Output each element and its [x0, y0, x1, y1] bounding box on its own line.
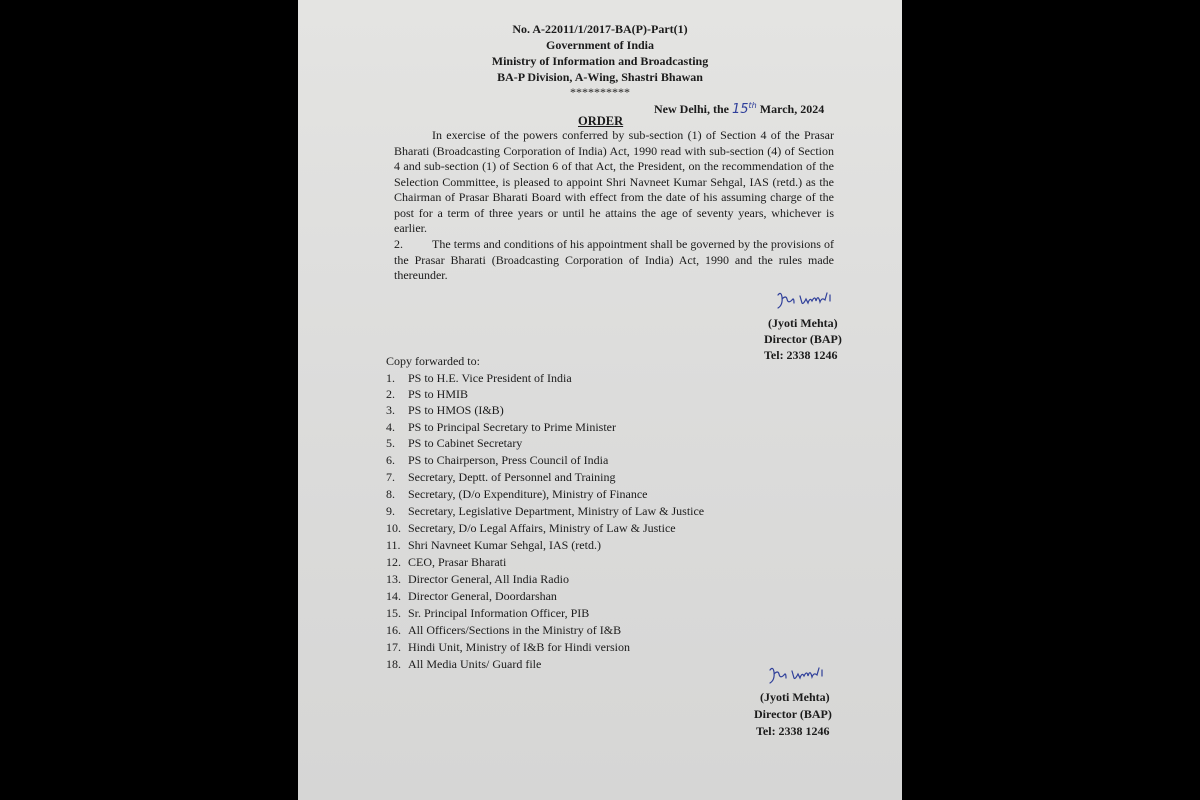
order-title: ORDER [578, 114, 624, 128]
copy-item-text: Secretary, Deptt. of Personnel and Training [408, 470, 616, 484]
copy-list-item [386, 640, 630, 655]
handwritten-signature-1 [772, 289, 852, 311]
signatory-name-1: (Jyoti Mehta) [768, 316, 838, 330]
copy-item-number: 6. [386, 453, 395, 467]
handwritten-date-day: 15 [732, 102, 749, 117]
paragraph-2-text: The terms and conditions of his appointment shall be governed by the provisions of the Prasar Bharati (Broadcasting Corporation of India) Act, 1990 and the rules made thereunder. [394, 237, 834, 282]
copy-item-number: 1. [386, 371, 395, 385]
copy-item-text: Sr. Principal Information Officer, PIB [408, 606, 590, 620]
copy-item-number: 9. [386, 504, 395, 518]
copy-list-item [386, 555, 506, 570]
copy-item-text: PS to H.E. Vice President of India [408, 371, 572, 385]
copy-item-text: PS to Principal Secretary to Prime Minister [408, 420, 616, 434]
stars-separator: ********** [570, 85, 630, 99]
copy-list-item [386, 657, 541, 672]
copy-list-item [386, 371, 572, 386]
date-prefix: New Delhi, the [654, 102, 729, 116]
ministry-line: Ministry of Information and Broadcasting [491, 54, 709, 68]
signatory-name-2: (Jyoti Mehta) [760, 690, 830, 704]
copy-list-item [386, 470, 616, 485]
copy-list-item [386, 538, 601, 553]
copy-item-number: 10. [386, 521, 401, 535]
copy-item-text: PS to Cabinet Secretary [408, 436, 523, 450]
copy-item-number: 11. [386, 538, 401, 552]
document-page [298, 0, 902, 800]
division-line: BA-P Division, A-Wing, Shastri Bhawan [497, 70, 703, 84]
copy-item-text: All Media Units/ Guard file [408, 657, 542, 671]
copy-list-item [386, 589, 557, 604]
date-line [654, 101, 824, 117]
copy-list-item [386, 387, 468, 402]
copy-item-number: 18. [386, 657, 401, 671]
copy-item-number: 3. [386, 403, 395, 417]
handwritten-date-suffix: th [748, 101, 757, 110]
paragraph-1-text: In exercise of the powers conferred by sub-section (1) of Section 4 of the Prasar Bharati (Broadcasting Corporation of India) Act, 1990 read with sub-section (4) of Section 4 and sub-section (1) of Section 6 of that Act, the President, on the recommendation of the Selection Committee, is pleased to appoint Shri Navneet Kumar Sehgal, IAS (retd.) as the Chairman of Prasar Bharati Board with effect from the date of his assuming charge of the post for a term of three years or until he attains the age of seventy years, whichever is earlier. [394, 128, 834, 235]
copy-list-item [386, 487, 647, 502]
copy-item-number: 4. [386, 420, 395, 434]
order-paragraph-2 [394, 237, 834, 284]
government-line: Government of India [546, 38, 654, 52]
copy-item-number: 17. [386, 640, 401, 654]
order-paragraph-1 [394, 128, 834, 237]
copy-item-text: Director General, Doordarshan [408, 589, 557, 603]
copy-list-item [386, 504, 704, 519]
copy-list-item [386, 420, 616, 435]
copy-item-text: CEO, Prasar Bharati [408, 555, 507, 569]
paragraph-2-number: 2. [394, 237, 403, 251]
copy-item-text: All Officers/Sections in the Ministry of I&B [408, 623, 622, 637]
copy-item-text: PS to HMIB [408, 387, 469, 401]
copy-list-item [386, 572, 569, 587]
copy-list-item [386, 403, 504, 418]
handwritten-signature-2 [764, 664, 844, 686]
right-black-border [902, 0, 1200, 800]
copy-item-number: 7. [386, 470, 395, 484]
file-number: No. A-22011/1/2017-BA(P)-Part(1) [512, 22, 688, 36]
copy-item-text: Secretary, (D/o Expenditure), Ministry of Finance [408, 487, 648, 501]
copy-item-number: 15. [386, 606, 401, 620]
signatory-designation-1: Director (BAP) [764, 332, 842, 346]
copy-item-text: PS to Chairperson, Press Council of India [408, 453, 609, 467]
copy-item-number: 8. [386, 487, 395, 501]
copy-item-number: 16. [386, 623, 401, 637]
copy-list-item [386, 521, 676, 536]
copy-item-text: Secretary, D/o Legal Affairs, Ministry of Law & Justice [408, 521, 676, 535]
copy-item-text: PS to HMOS (I&B) [408, 403, 504, 417]
copy-list-item [386, 436, 522, 451]
copy-item-number: 12. [386, 555, 401, 569]
copy-list-item [386, 453, 608, 468]
copy-forwarded-heading: Copy forwarded to: [386, 354, 480, 368]
copy-item-number: 5. [386, 436, 395, 450]
copy-item-text: Shri Navneet Kumar Sehgal, IAS (retd.) [408, 538, 601, 552]
copy-list-item [386, 606, 589, 621]
copy-item-number: 2. [386, 387, 395, 401]
copy-item-number: 13. [386, 572, 401, 586]
signatory-designation-2: Director (BAP) [754, 707, 832, 721]
date-month-year: March, 2024 [759, 102, 825, 116]
copy-item-text: Hindi Unit, Ministry of I&B for Hindi version [408, 640, 630, 654]
signatory-tel-2: Tel: 2338 1246 [756, 724, 830, 738]
copy-item-text: Secretary, Legislative Department, Ministry of Law & Justice [408, 504, 705, 518]
copy-item-number: 14. [386, 589, 401, 603]
signatory-tel-1: Tel: 2338 1246 [764, 348, 838, 362]
copy-list-item [386, 623, 621, 638]
left-black-border [0, 0, 298, 800]
copy-item-text: Director General, All India Radio [408, 572, 569, 586]
